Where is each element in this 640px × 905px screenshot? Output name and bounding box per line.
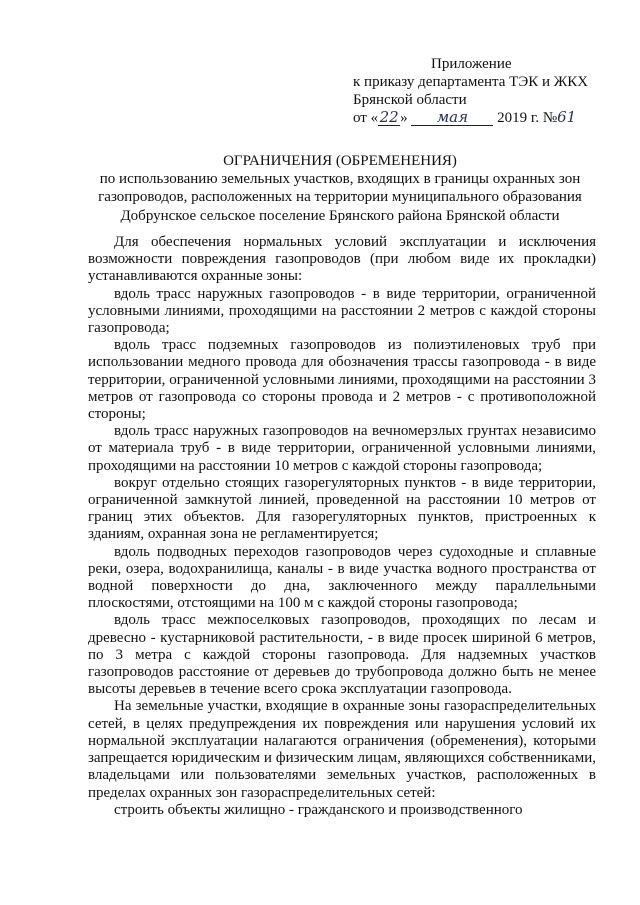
date-prefix: от « <box>353 110 379 126</box>
paragraph: строить объекты жилищно - гражданского и производственного <box>114 801 523 818</box>
date-quote-close: » <box>400 110 408 126</box>
document-heading <box>70 152 610 225</box>
paragraph: На земельные участки, входящие в охранные зоны газораспределительных сетей, в целях предупреждения их повреждения или нарушения условий их нормальной эксплуатации налагаются ограничения (обременения), которыми запрещается юридическим и физическим лицам, являющихся собственниками, владельцами или пользователями земельных участков, расположенных в пределах охранных зон газораспределительных сетей: <box>88 698 596 801</box>
paragraph: вокруг отдельно стоящих газорегуляторных пунктов - в виде территории, ограниченной замкнутой линией, проведенной на расстоянии 10 метров от границ этих объектов. Для газорегуляторных пунктов, пристроенных к зданиям, охранная зона не регламентируется; <box>88 474 596 543</box>
paragraph: Для обеспечения нормальных условий эксплуатации и исключения возможности повреждения газопроводов (при любом виде их прокладки) устанавливаются охранные зоны: <box>88 234 596 285</box>
handwritten-day: 22 <box>379 108 399 126</box>
paragraph: вдоль трасс межпоселковых газопроводов, проходящих по лесам и древесно - кустарниковой растительности, - в виде просек шириной 6 метров, по 3 метра с каждой стороны газопровода. Для надземных участков газопроводов расстояние от деревьев до трубопровода должно быть не менее высоты деревьев в течение всего срока эксплуатации газопровода. <box>88 612 596 698</box>
document-title: ОГРАНИЧЕНИЯ (ОБРЕМЕНЕНИЯ) <box>223 153 457 169</box>
appendix-region-line: Брянской области <box>353 92 467 108</box>
date-year: 2019 г. № <box>497 110 558 126</box>
appendix-order-line: к приказу департамента ТЭК и ЖКХ <box>353 74 589 90</box>
document-subtitle: по использованию земельных участков, входящих в границы охранных зон газопроводов, расположенных на территории муниципального образования Добрунское сельское поселение Брянского района Брянской области <box>98 171 582 224</box>
handwritten-order-number: 61 <box>557 108 577 126</box>
appendix-date-line <box>353 109 613 127</box>
paragraph: вдоль трасс подземных газопроводов из полиэтиленовых труб при использовании медного провода для обозначения трассы газопровода - в виде территории, ограниченной условными линиями, проходящими на расстоянии 3 метров от газопровода со стороны провода и 2 метров - с противоположной стороны; <box>88 337 596 423</box>
paragraph: вдоль подводных переходов газопроводов через судоходные и сплавные реки, озера, водохранилища, каналы - в виде участка водного пространства от водной поверхности до дна, заключенного между параллельными плоскостями, отстоящими на 100 м с каждой стороны газопровода; <box>88 543 596 612</box>
appendix-title: Приложение <box>431 56 512 72</box>
appendix-block <box>353 55 613 127</box>
paragraph: вдоль трасс наружных газопроводов - в виде территории, ограниченной условными линиями, проходящими на расстоянии 2 метров с каждой стороны газопровода; <box>88 285 596 337</box>
document-body <box>88 234 596 819</box>
paragraph: вдоль трасс наружных газопроводов на вечномерзлых грунтах независимо от материала труб - в виде территории, ограниченной условными линиями, проходящими на расстоянии 10 метров с каждой стороны газопровода; <box>88 423 596 474</box>
handwritten-month: мая <box>411 110 493 126</box>
